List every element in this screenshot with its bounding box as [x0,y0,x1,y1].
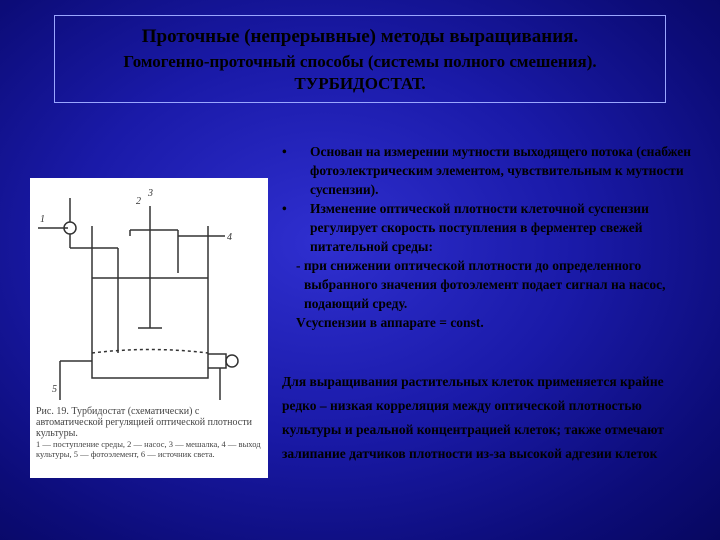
bullet-marker: • [282,144,287,159]
label-4: 4 [227,232,232,243]
bullet-marker: • [282,201,287,216]
slide-title: Проточные (непрерывные) методы выращивания. [141,26,579,47]
bullet-text: Изменение оптической плотности клеточной суспензии регулирует скорость поступления в ферментер свежей питательной среды: [310,201,649,254]
label-3: 3 [148,188,153,199]
light-source-icon [226,355,238,367]
figure-caption-main: Рис. 19. Турбидостат (схематически) с автоматической регуляцией оптической плотности культуры. [36,406,252,439]
title-box [54,15,666,103]
label-5: 5 [52,384,57,395]
sub-item-volume-const: Vсуспензии в аппарате = const. [296,315,484,330]
sub-item-pump-signal: - при снижении оптической плотности до определенного выбранного значения фотоэлемент подает сигнал на насос, подающий среду. [296,258,666,311]
slide-subtitle: Гомогенно-проточный способы (системы полного смешения). [123,52,597,71]
bottom-paragraph: Для выращивания растительных клеток применяется крайне редко – низкая корреляция между оптической плотностью культуры и реальной концентрацией клеток; также отмечают залипание датчиков плотности из-за высокой адгезии клеток [282,374,664,461]
figure-caption [36,406,262,459]
figure-caption-legend: 1 — поступление среды, 2 — насос, 3 — мешалка, 4 — выход культуры, 5 — фотоэлемент, 6 — источник света. [36,439,261,459]
turbidostat-diagram [30,178,268,408]
list-item [282,199,702,256]
bullet-list [282,142,702,332]
list-item [282,142,702,199]
bullet-text: Основан на измерении мутности выходящего потока (снабжен фотоэлектрическим элементом, чувствительным к мутности суспензии). [310,144,692,197]
slide-heading-turbidostat: ТУРБИДОСТАТ. [294,74,426,93]
label-2: 2 [136,196,141,207]
turbidostat-figure [30,178,268,478]
label-1: 1 [40,214,45,225]
